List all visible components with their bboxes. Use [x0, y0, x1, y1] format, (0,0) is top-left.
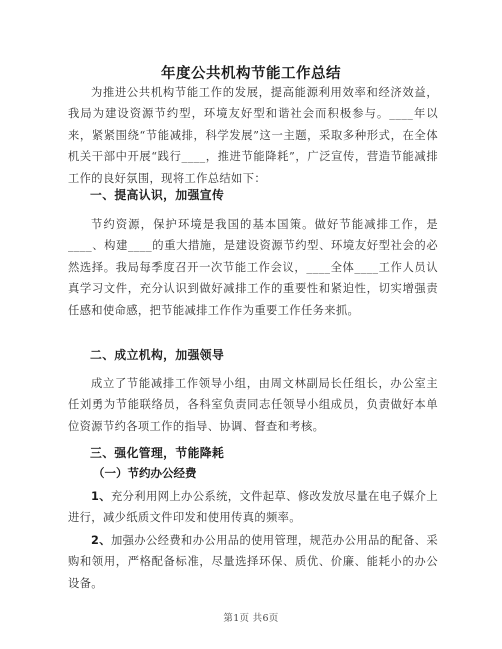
list-item-2-number: 2、 — [91, 534, 111, 547]
section-1-paragraph: 节约资源，保护环境是我国的基本国策。做好节能减排工作，是____、构建____的重大措施，是建设资源节约型、环境友好型社会的必然选择。我局每季度召开一次节能工作会议，____全体____工作人员认真学习文件，充分认识到做好减排工作的重要性和紧迫性，切实增强责任感和使命感，把节能减排工作作为重要工作任务来抓。 — [68, 218, 438, 317]
page-footer: 第1页 共6页 — [223, 613, 279, 624]
section-2-paragraph: 成立了节能减排工作领导小组，由周文林副局长任组长，办公室主任刘勇为节能联络员，各科室负责同志任领导小组成员，负责做好本单位资源节约各项工作的指导、协调、督查和考核。 — [68, 377, 438, 433]
intro-paragraph: 为推进公共机构节能工作的发展，提高能源利用效率和经济效益，我局为建设资源节约型，环境友好型和谐社会而积极参与。____年以来，紧紧围绕“节能减排，科学发展”这一主题，采取多种形式，在全体机关干部中开展“践行____，推进节能降耗”，广泛宣传，营造节能减排工作的良好氛围，现将工作总结如下： — [68, 86, 438, 185]
list-item-1 — [68, 486, 438, 529]
subsection-heading-1: （一）节约办公经费 — [93, 466, 197, 480]
document-title: 年度公共机构节能工作总结 — [161, 66, 341, 82]
section-heading-1: 一、提高认识，加强宣传 — [90, 188, 225, 202]
list-item-2 — [68, 530, 438, 594]
section-heading-3: 三、强化管理，节能降耗 — [90, 446, 225, 460]
list-item-1-text: 充分利用网上办公系统，文件起草、修改发放尽量在电子媒介上进行，减少纸质文件印发和使用传真的频率。 — [68, 490, 438, 525]
list-item-1-number: 1、 — [91, 490, 111, 503]
section-heading-2: 二、成立机构，加强领导 — [90, 348, 225, 362]
list-item-2-text: 加强办公经费和办公用品的使用管理，规范办公用品的配备、采购和领用，严格配备标准，尽量选择环保、质优、价廉、能耗小的办公设备。 — [68, 534, 438, 590]
